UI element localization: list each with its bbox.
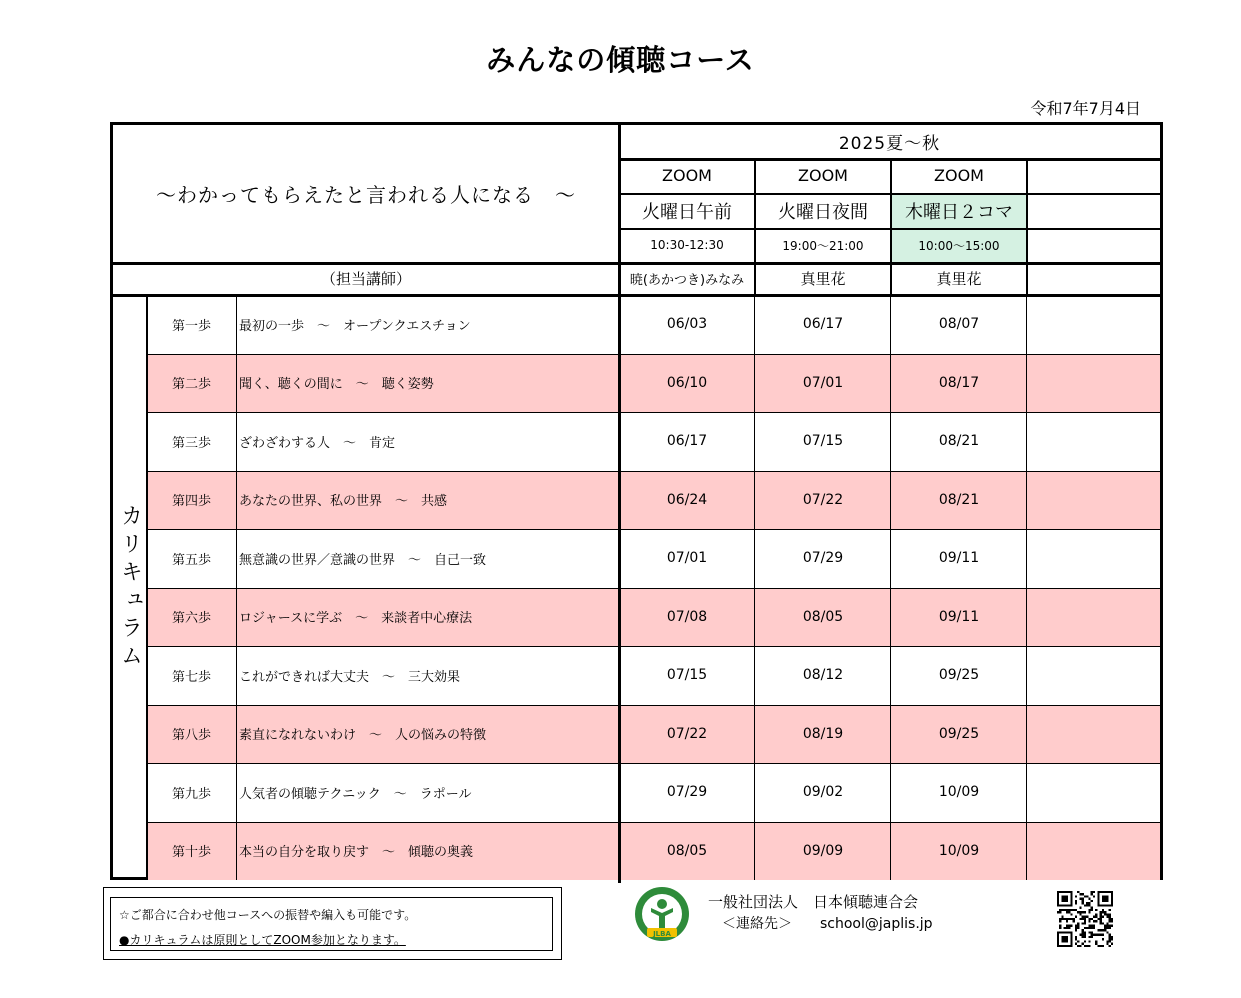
schedule-table: [110, 122, 1163, 880]
mode-1: ZOOM: [662, 166, 712, 185]
session-date: 10/09: [938, 842, 980, 859]
session-date: 09/09: [802, 842, 844, 859]
session-date: 08/05: [802, 608, 844, 625]
grid-line: [147, 705, 1160, 706]
grid-line: [147, 471, 1160, 472]
session-date: 09/02: [802, 784, 844, 801]
notes-box: [103, 887, 562, 960]
notes-inner-box: [110, 897, 553, 951]
session-date: 06/10: [666, 374, 708, 391]
session-date: [1027, 646, 1160, 705]
teacher-2: 真里花: [800, 270, 846, 288]
session-date: 08/19: [802, 725, 844, 742]
teacher-1: 暁(あかつき)みなみ: [629, 273, 745, 288]
step-label: 第五歩: [171, 552, 211, 568]
session-date: 09/25: [938, 725, 980, 742]
mode-3: ZOOM: [934, 166, 984, 185]
grid-line: [147, 588, 1160, 589]
session-date: 09/25: [938, 667, 980, 684]
session-date: 08/07: [938, 316, 980, 333]
step-label: 第四歩: [171, 494, 211, 510]
topic-label: ざわざわする人 ～ 肯定: [239, 435, 396, 451]
session-date: 07/01: [802, 374, 844, 391]
grid-line: [147, 822, 1160, 823]
session-date: [1027, 763, 1160, 822]
season-label: 2025夏～秋: [838, 134, 941, 154]
topic-label: 最初の一歩 ～ オープンクエスチョン: [239, 318, 471, 334]
note-transfer: ☆ご都合に合わせ他コースへの振替や編入も可能です。: [119, 908, 417, 922]
step-label: 第二歩: [171, 377, 211, 393]
grid-line: [113, 262, 1160, 265]
time-4: [1027, 228, 1160, 262]
session-date: 06/24: [666, 491, 708, 508]
topic-label: 無意識の世界／意識の世界 ～ 自己一致: [239, 552, 487, 568]
contact-email[interactable]: school@japlis.jp: [820, 916, 933, 932]
session-date: 08/05: [666, 842, 708, 859]
organization-name: 一般社団法人 日本傾聴連合会: [708, 893, 919, 911]
session-date: 10/09: [938, 784, 980, 801]
slot-4: [1027, 193, 1160, 228]
time-2: 19:00～21:00: [782, 238, 864, 253]
session-date: 07/08: [666, 608, 708, 625]
session-date: [1027, 705, 1160, 764]
step-label: 第一歩: [171, 318, 211, 334]
topic-label: あなたの世界、私の世界 ～ 共感: [239, 494, 448, 510]
step-label: 第十歩: [171, 845, 211, 861]
note-zoom: ●カリキュラムは原則としてZOOM参加となります。: [119, 933, 406, 947]
course-subtitle: ～わかってもらえたと言われる人になる ～: [156, 183, 576, 207]
grid-line: [147, 354, 1160, 355]
step-label: 第七歩: [171, 669, 211, 685]
topic-label: これができれば大丈夫 ～ 三大効果: [239, 669, 461, 685]
session-date: 08/21: [938, 433, 980, 450]
teacher-4: [1027, 262, 1160, 295]
topic-label: 聞く、聴くの間に ～ 聴く姿勢: [239, 377, 434, 393]
session-date: 06/03: [666, 316, 708, 333]
mode-2: ZOOM: [798, 166, 848, 185]
session-date: 07/01: [666, 550, 708, 567]
page-title: みんなの傾聴コース: [486, 43, 755, 77]
grid-line: [147, 646, 1160, 647]
grid-line: [1026, 158, 1028, 295]
grid-line: [890, 158, 892, 295]
slot-2: 火曜日夜間: [778, 201, 868, 223]
session-date: [1027, 412, 1160, 471]
session-date: 09/11: [938, 550, 980, 567]
topic-label: 素直になれないわけ ～ 人の悩みの特徴: [239, 728, 487, 744]
session-date: 09/11: [938, 608, 980, 625]
session-date: 07/29: [802, 550, 844, 567]
session-date: 07/22: [802, 491, 844, 508]
grid-line: [147, 763, 1160, 764]
slot-3: 木曜日２コマ: [905, 201, 1013, 223]
grid-line: [113, 294, 1160, 297]
curriculum-label: カリキュラム: [117, 503, 143, 672]
session-date: [1027, 822, 1160, 881]
grid-line: [618, 125, 621, 883]
session-date: 08/12: [802, 667, 844, 684]
jlba-logo-icon: [634, 886, 690, 942]
step-label: 第六歩: [171, 611, 211, 627]
session-date: [1027, 529, 1160, 588]
step-label: 第九歩: [171, 786, 211, 802]
teacher-3: 真里花: [936, 270, 982, 288]
slot-1: 火曜日午前: [642, 201, 732, 223]
mode-4: [1027, 158, 1160, 193]
grid-line: [147, 529, 1160, 530]
session-date: 08/21: [938, 491, 980, 508]
session-date: [1027, 295, 1160, 354]
grid-line: [754, 158, 756, 295]
teacher-label: （担当講師）: [320, 270, 411, 288]
session-date: 07/29: [666, 784, 708, 801]
time-3: 10:00～15:00: [918, 238, 1000, 253]
contact-line: [722, 913, 933, 933]
step-label: 第三歩: [171, 435, 211, 451]
grid-line: [147, 412, 1160, 413]
time-1: 10:30-12:30: [650, 238, 724, 252]
step-label: 第八歩: [171, 728, 211, 744]
session-date: 08/17: [938, 374, 980, 391]
logo-text: JLBA: [653, 930, 671, 938]
topic-label: 本当の自分を取り戻す ～ 傾聴の奥義: [239, 845, 474, 861]
topic-label: ロジャースに学ぶ ～ 来談者中心療法: [239, 611, 473, 627]
contact-label: ＜連絡先＞: [722, 916, 792, 932]
topic-label: 人気者の傾聴テクニック ～ ラポール: [239, 786, 472, 802]
session-date: [1027, 588, 1160, 647]
session-date: 07/15: [666, 667, 708, 684]
qr-code-icon[interactable]: [1057, 891, 1113, 947]
session-date: 07/22: [666, 725, 708, 742]
session-date: [1027, 354, 1160, 413]
session-date: 07/15: [802, 433, 844, 450]
session-date: [1027, 471, 1160, 530]
session-date: 06/17: [802, 316, 844, 333]
document-date: 令和7年7月4日: [1030, 99, 1141, 118]
session-date: 06/17: [666, 433, 708, 450]
